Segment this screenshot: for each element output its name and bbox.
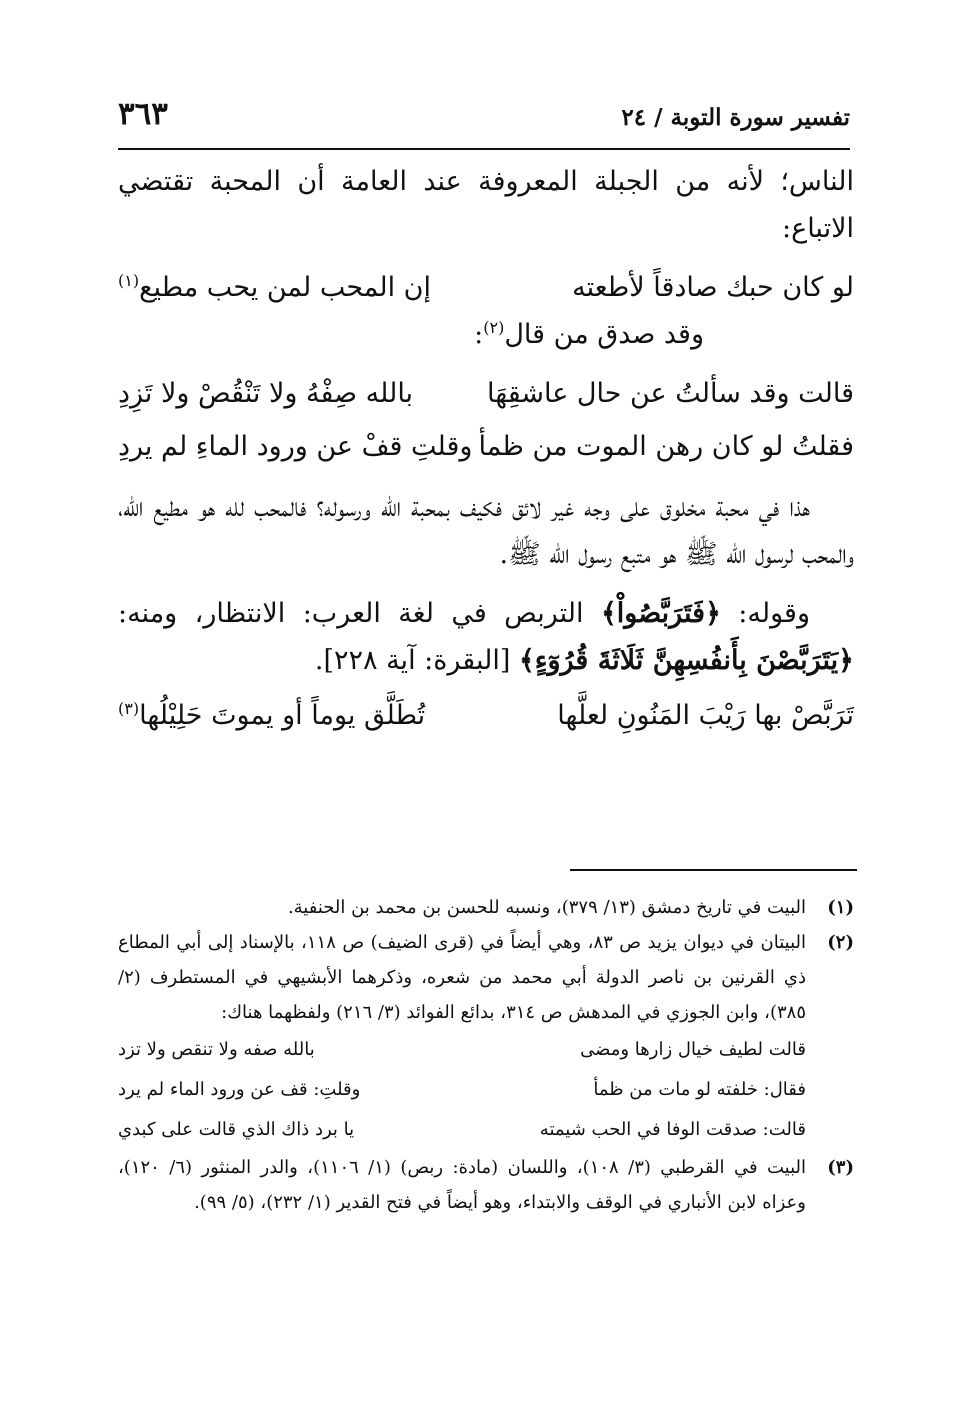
verse-3-first-hemistich: فقلتُ لو كان رهن الموت من ظمأ: [478, 431, 854, 462]
footnote-2-text: البيتان في ديوان يزيد ص ٨٣، وهي أيضاً في (قرى الضيف) ص ١١٨، بالإسناد إلى أبي المطاع ذي القرنين بن ناصر الدولة أبي محمد من شعره، وذكرهما الأبشيهي في المستطرف (٢/ ٣٨٥)، وابن الجوزي في المدهش ص ٣١٤، بدائع الفوائد (٣/ ٢١٦) ولفظهما هناك:: [118, 932, 806, 1023]
verse-intro: [118, 311, 854, 358]
quran-quote-1: ﴿فَتَرَبَّصُواْ﴾: [600, 598, 721, 629]
footnote-2-verse-3-second: يا برد ذاك الذي قالت على كبدي: [118, 1119, 355, 1140]
verse-intro-text: وقد صدق من قال: [504, 319, 704, 350]
footnote-2-verse-1-first: قالت لطيف خيال زارها ومضى: [580, 1039, 806, 1060]
verse-4-second-text: تُطَلَّق يوماً أو يموتَ حَلِيْلُها: [139, 700, 426, 731]
footnote-2-verse-1: [118, 1030, 806, 1070]
footnote-2-verse-1-second: بالله صفه ولا تنقص ولا تزد: [118, 1039, 315, 1060]
footnote-2-verse-3: [118, 1110, 806, 1150]
footnote-ref-1[interactable]: (١): [118, 271, 140, 290]
running-title: تفسير سورة التوبة / ٢٤: [621, 104, 850, 131]
footnote-2: [118, 925, 854, 1150]
main-text: [118, 158, 854, 739]
paragraph-3: [118, 590, 854, 684]
verse-2: [118, 370, 854, 417]
verse-4-second-hemistich: [118, 692, 473, 739]
footnote-1-number: (١): [827, 897, 854, 918]
footnote-1-text: البيت في تاريخ دمشق (١٣/ ٣٧٩)، ونسبه للحسن بن محمد بن الحنفية.: [287, 897, 806, 918]
footnote-3: [118, 1150, 854, 1220]
verse-4: [118, 692, 854, 739]
footnote-ref-2[interactable]: (٢): [483, 318, 505, 337]
footnote-rule: [570, 869, 857, 871]
verse-2-second-hemistich: بالله صِفْهُ ولا تَنْقُصْ ولا تَزِدِ: [118, 378, 414, 409]
paragraph-2: هذا في محبة مخلوق على وجه غير لائق فكيف بمحبة الله ورسوله؟ فالمحب لله هو مطيع الله، والمحب لرسول الله ﷺ هو متبع رسول الله ﷺ.: [118, 492, 854, 570]
footnote-ref-3[interactable]: (٣): [118, 699, 140, 718]
footnote-2-body: [118, 925, 806, 1150]
paragraph-3-b: التربص في لغة العرب: الانتظار، ومنه:: [118, 598, 601, 629]
verse-3: [118, 423, 854, 470]
footnote-2-number: (٢): [827, 932, 854, 953]
header-rule: [118, 148, 850, 150]
paragraph-3-c: [البقرة: آية ٢٢٨].: [314, 645, 519, 676]
verse-2-first-hemistich: قالت وقد سألتُ عن حال عاشقِهَا: [487, 378, 854, 409]
verse-1-second-text: إن المحب لمن يحب مطيع: [139, 272, 432, 303]
paragraph-3-a: وقوله:: [720, 598, 811, 629]
footnote-2-verse-2-first: فقال: خلفته لو مات من ظمأ: [593, 1079, 806, 1100]
verse-intro-colon: :: [474, 319, 484, 350]
verse-1-second-hemistich: [118, 264, 473, 311]
footnote-2-verse-2: [118, 1070, 806, 1110]
verse-4-first-hemistich: تَرَبَّصْ بها رَيْبَ المَنُونِ لعلَّها: [557, 700, 854, 731]
quran-quote-2: ﴿يَتَرَبَّصْنَ بِأَنفُسِهِنَّ ثَلَاثَةَ قُرُوٓءٍ﴾: [518, 645, 854, 676]
page-number: ٣٦٣: [118, 96, 168, 132]
footnotes: [118, 890, 854, 1220]
footnote-2-verse-2-second: وقلتِ: قف عن ورود الماء لم يرد: [118, 1079, 361, 1100]
footnote-1: [118, 890, 854, 925]
footnote-3-text: البيت في القرطبي (٣/ ١٠٨)، واللسان (مادة: ربص) (١/ ١١٠٦)، والدر المنثور (٦/ ١٢٠)، وعزاه لابن الأنباري في الوقف والابتداء، وهو أيضاً في فتح القدير (١/ ٢٣٢)، (٥/ ٩٩).: [118, 1157, 806, 1213]
verse-1: [118, 264, 854, 311]
footnote-3-number: (٣): [827, 1157, 854, 1178]
verse-1-first-hemistich: لو كان حبك صادقاً لأطعته: [572, 272, 854, 303]
paragraph-1: الناس؛ لأنه من الجبلة المعروفة عند العامة أن المحبة تقتضي الاتباع:: [118, 166, 854, 244]
verse-3-second-hemistich: وقلتِ قفْ عن ورود الماءِ لم يردِ: [118, 431, 473, 462]
footnote-2-verse-3-first: قالت: صدقت الوفا في الحب شيمته: [539, 1119, 806, 1140]
